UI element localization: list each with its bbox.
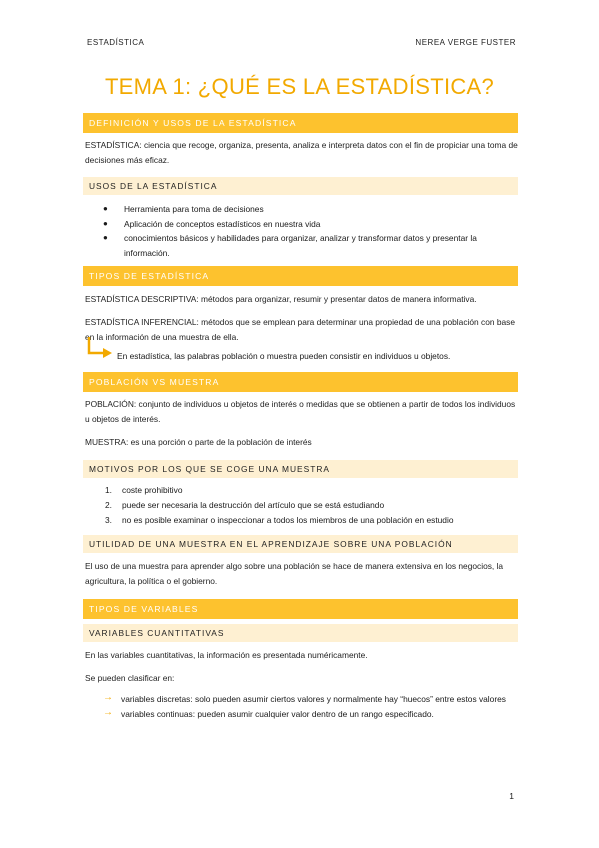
list-item: ● conocimientos básicos y habilidades para organizar, analizar y transformar datos y presentar la información. (103, 233, 477, 258)
list-item: → variables discretas: solo pueden asumir ciertos valores y normalmente hay “huecos” entre estos valores (103, 692, 506, 704)
utilidad-text: El uso de una muestra para aprender algo sobre una población se hace de manera extensiva en los negocios, la agricultura, la política o el gobierno. (85, 561, 504, 586)
variables-list (83, 692, 518, 721)
inferencial-text: ESTADÍSTICA INFERENCIAL: métodos que se emplean para determinar una propiedad de una población con base en la información de una muestra de ella. (85, 317, 516, 342)
usos-list (83, 202, 518, 260)
motivos-list (83, 483, 518, 528)
list-item: 3. no es posible examinar o inspeccionar a todos los miembros de una población en estudio (105, 515, 454, 525)
list-item: ● Aplicación de conceptos estadísticos en nuestra vida (83, 217, 518, 232)
section-heading-tipos: TIPOS DE ESTADÍSTICA (83, 266, 518, 286)
bullet-icon: ● (103, 233, 108, 242)
bullet-icon: ● (103, 218, 108, 228)
descriptiva-text: ESTADÍSTICA DESCRIPTIVA: métodos para organizar, resumir y presentar datos de manera informativa. (85, 294, 477, 304)
bullet-icon: ● (103, 204, 108, 213)
page-title: TEMA 1: ¿QUÉ ES LA ESTADÍSTICA? (104, 74, 495, 99)
subheading-usos: USOS DE LA ESTADÍSTICA (83, 177, 518, 195)
header-author: NEREA VERGE FUSTER (415, 38, 516, 47)
section-heading-variables: TIPOS DE VARIABLES (83, 599, 518, 619)
subheading-cuantitativas: VARIABLES CUANTITATIVAS (83, 624, 518, 642)
return-arrow-icon (85, 336, 115, 360)
muestra-text: MUESTRA: es una porción o parte de la población de interés (85, 437, 312, 447)
subheading-utilidad: UTILIDAD DE UNA MUESTRA EN EL APRENDIZAJE SOBRE UNA POBLACIÓN (83, 535, 518, 553)
poblacion-text: POBLACIÓN: conjunto de individuos u objetos de interés o medidas que se obtienen a partir de todos los individuos u objetos de interés. (85, 399, 516, 424)
list-item: → variables continuas: pueden asumir cualquier valor dentro de un rango especificado. (103, 706, 434, 719)
page-number: 1 (509, 791, 514, 801)
note-line: En estadística, las palabras población o muestra pueden consistir en individuos u objetos. (83, 349, 518, 364)
arrow-right-icon: → (103, 692, 113, 703)
subheading-motivos: MOTIVOS POR LOS QUE SE COGE UNA MUESTRA (83, 460, 518, 478)
clasificar-text: Se pueden clasificar en: (85, 673, 175, 683)
section-heading-definicion: DEFINICIÓN Y USOS DE LA ESTADÍSTICA (83, 113, 518, 133)
arrow-right-icon: → (103, 706, 113, 718)
section-heading-poblacion: POBLACIÓN VS MUESTRA (83, 372, 518, 392)
document-body (83, 113, 518, 721)
list-item: ● Herramienta para toma de decisiones (83, 202, 518, 217)
list-item: 2. puede ser necesaria la destrucción del artículo que se está estudiando (105, 500, 385, 510)
definicion-text: ESTADÍSTICA: ciencia que recoge, organiza, presenta, analiza e interpreta datos con el fin de propiciar una toma de decisiones más eficaz. (85, 140, 518, 165)
cuantitativas-text: En las variables cuantitativas, la información es presentada numéricamente. (85, 650, 368, 660)
list-item: 1. coste prohibitivo (105, 485, 183, 495)
header-subject: ESTADÍSTICA (87, 38, 145, 47)
